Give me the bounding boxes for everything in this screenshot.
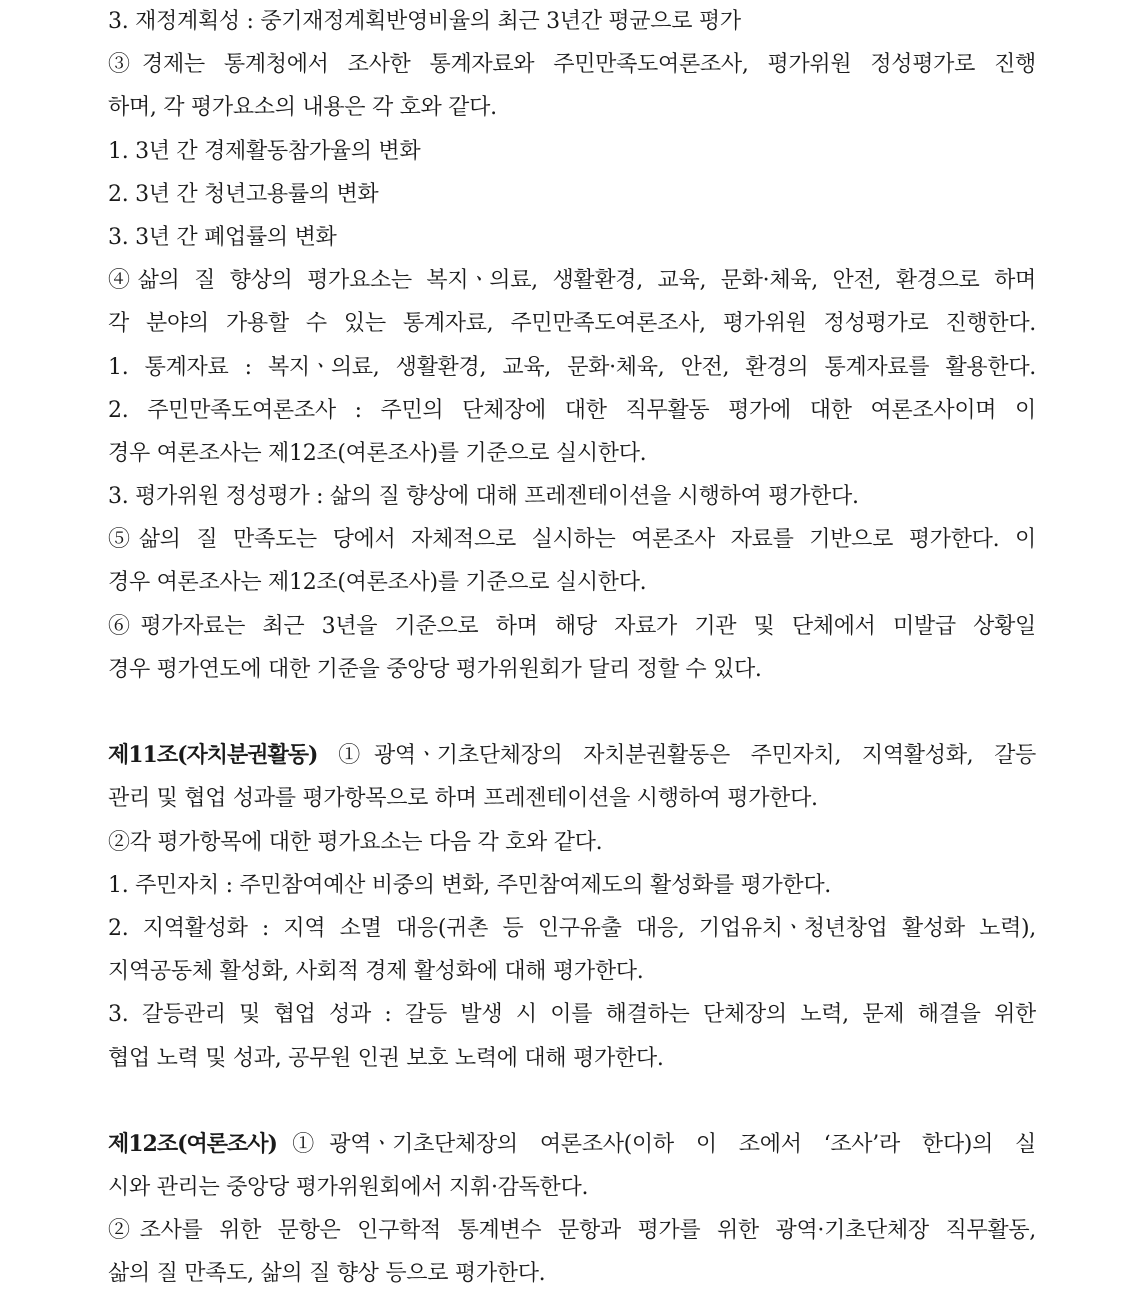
text-line: 2. 지역활성화 : 지역 소멸 대응(귀촌 등 인구유출 대응, 기업유치ㆍ청년창업 활성화 노력),	[108, 915, 1036, 941]
text-line: 경우 여론조사는 제12조(여론조사)를 기준으로 실시한다.	[108, 440, 647, 466]
text-line: 지역공동체 활성화, 사회적 경제 활성화에 대해 평가한다.	[108, 959, 644, 985]
text-line: 3. 갈등관리 및 협업 성과 : 갈등 발생 시 이를 해결하는 단체장의 노력, 문제 해결을 위한	[108, 1002, 1036, 1028]
text-line: 협업 노력 및 성과, 공무원 인권 보호 노력에 대해 평가한다.	[108, 1045, 664, 1071]
text-line: ③경제는 통계청에서 조사한 통계자료와 주민만족도여론조사, 평가위원 정성평가로 진행	[108, 52, 1036, 78]
text-line: 각 분야의 가용할 수 있는 통계자료, 주민만족도여론조사, 평가위원 정성평가로 진행한다.	[108, 311, 1036, 337]
text-line: ④삶의 질 향상의 평가요소는 복지ㆍ의료, 생활환경, 교육, 문화·체육, 안전, 환경으로 하며	[108, 268, 1036, 294]
article-11-first-line	[108, 734, 1036, 777]
text-line: 시와 관리는 중앙당 평가위원회에서 지휘·감독한다.	[108, 1175, 589, 1201]
text-line: 1. 3년 간 경제활동참가율의 변화	[108, 138, 421, 164]
article-12-text: ①광역ㆍ기초단체장의 여론조사(이하 이 조에서 ‘조사’라 한다)의 실	[276, 1131, 1036, 1157]
paragraph-gap	[108, 691, 1036, 734]
text-line: ②조사를 위한 문항은 인구학적 통계변수 문항과 평가를 위한 광역·기초단체장 직무활동,	[108, 1218, 1036, 1244]
text-line: ⑥평가자료는 최근 3년을 기준으로 하며 해당 자료가 기관 및 단체에서 미발급 상황일	[108, 613, 1036, 639]
text-line: 2. 주민만족도여론조사 : 주민의 단체장에 대한 직무활동 평가에 대한 여론조사이며 이	[108, 397, 1036, 423]
text-line: 경우 평가연도에 대한 기준을 중앙당 평가위원회가 달리 정할 수 있다.	[108, 656, 762, 682]
text-line: 3. 재정계획성 : 중기재정계획반영비율의 최근 3년간 평균으로 평가	[108, 9, 741, 34]
text-line: 3. 평가위원 정성평가 : 삶의 질 향상에 대해 프레젠테이션을 시행하여 평가한다.	[108, 484, 859, 510]
text-line: 3. 3년 간 폐업률의 변화	[108, 224, 337, 250]
text-line: 2. 3년 간 청년고용률의 변화	[108, 181, 379, 207]
text-line: 하며, 각 평가요소의 내용은 각 호와 같다.	[108, 95, 497, 121]
article-11-title: 제11조(자치분권활동)	[108, 742, 318, 769]
document-page	[108, 0, 1036, 1296]
article-12-title: 제12조(여론조사)	[108, 1130, 277, 1157]
text-line: 경우 여론조사는 제12조(여론조사)를 기준으로 실시한다.	[108, 570, 647, 596]
text-line: 삶의 질 만족도, 삶의 질 향상 등으로 평가한다.	[108, 1261, 546, 1287]
text-line: 관리 및 협업 성과를 평가항목으로 하며 프레젠테이션을 시행하여 평가한다.	[108, 786, 818, 812]
article-11-text: ①광역ㆍ기초단체장의 자치분권활동은 주민자치, 지역활성화, 갈등	[317, 743, 1036, 769]
text-line: ⑤삶의 질 만족도는 당에서 자체적으로 실시하는 여론조사 자료를 기반으로 평가한다. 이	[108, 527, 1036, 553]
article-12-first-line	[108, 1123, 1036, 1166]
paragraph-gap	[108, 1080, 1036, 1123]
text-line: 1. 주민자치 : 주민참여예산 비중의 변화, 주민참여제도의 활성화를 평가한다.	[108, 872, 831, 898]
text-line: 1. 통계자료 : 복지ㆍ의료, 생활환경, 교육, 문화·체육, 안전, 환경의 통계자료를 활용한다.	[108, 354, 1036, 380]
text-line: ②각 평가항목에 대한 평가요소는 다음 각 호와 같다.	[108, 829, 603, 855]
